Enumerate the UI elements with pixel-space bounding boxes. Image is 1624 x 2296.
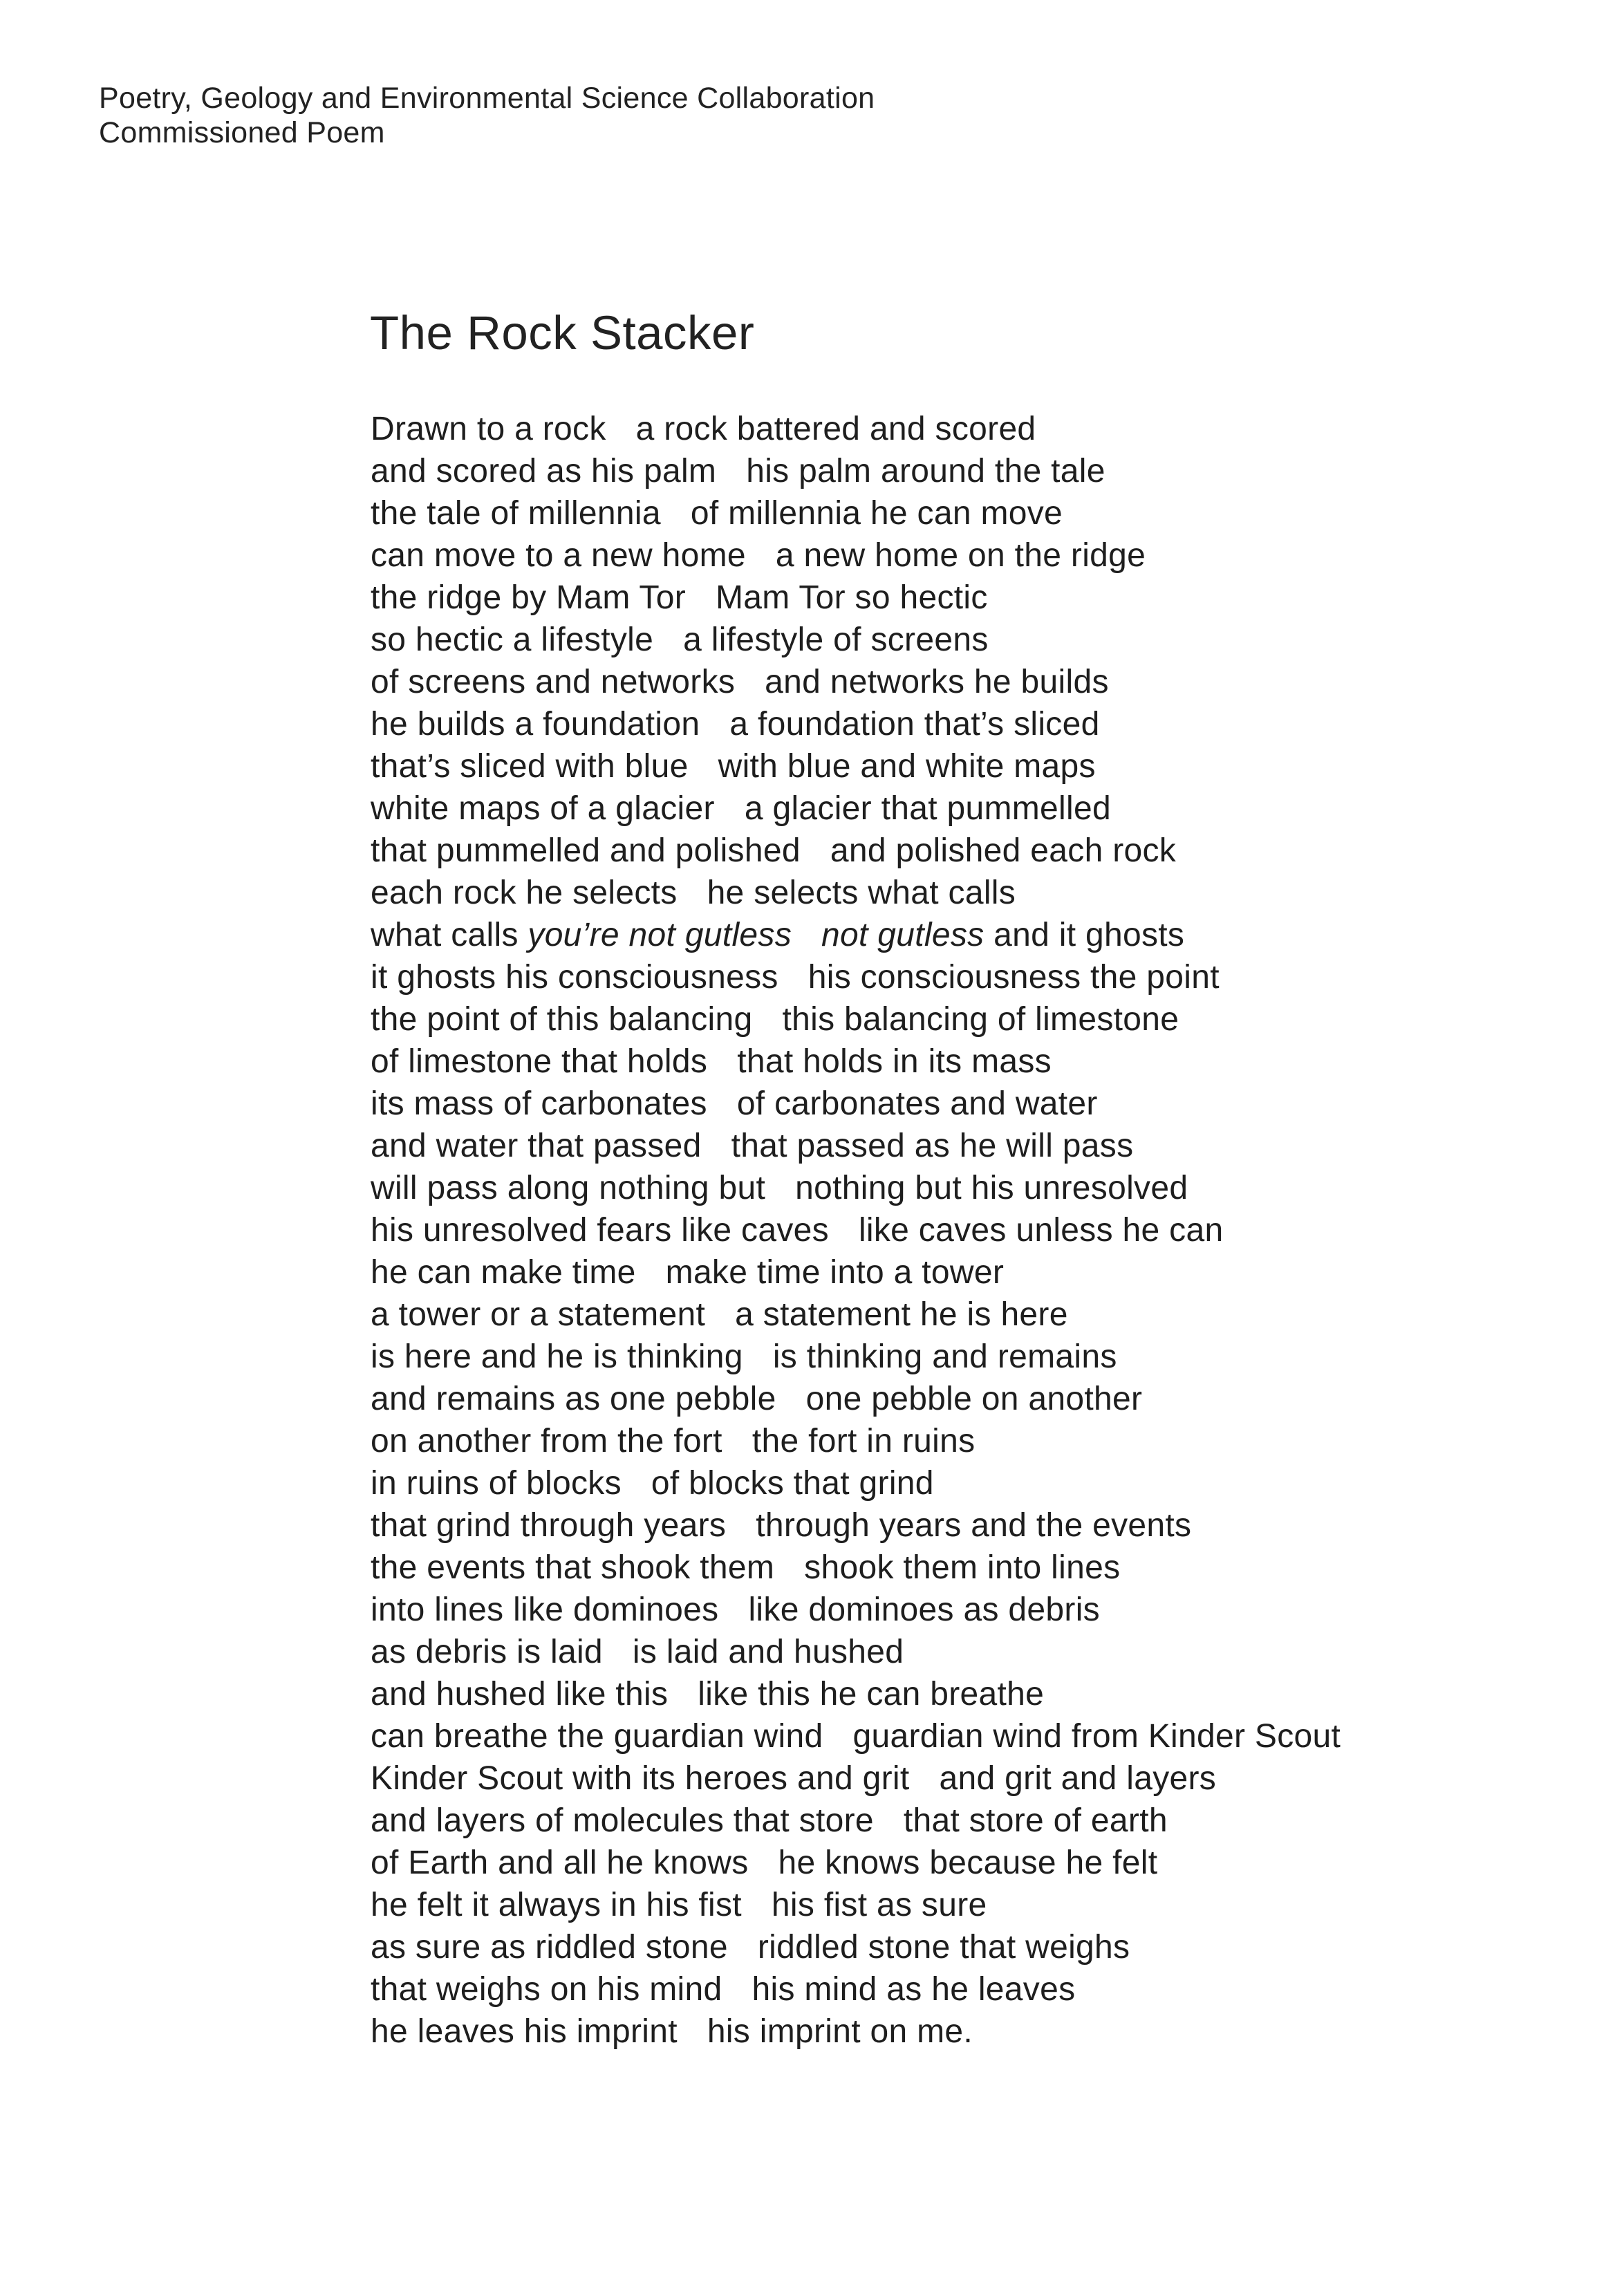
poem-text: will pass along nothing but — [371, 1170, 766, 1206]
poem-text: one pebble on another — [805, 1381, 1143, 1417]
poem-text: this balancing of limestone — [782, 1001, 1179, 1038]
poem-text: he selects what calls — [707, 875, 1016, 911]
poem-text-italic: not gutless — [821, 917, 984, 953]
poem-text: white maps of a glacier — [371, 790, 715, 827]
poem-text: as debris is laid — [371, 1634, 603, 1670]
poem-text: its mass of carbonates — [371, 1085, 707, 1122]
poem-text: he builds a foundation — [371, 706, 700, 743]
poem-line — [371, 1504, 1341, 1547]
poem-text: and remains as one pebble — [371, 1381, 776, 1417]
poem-line — [371, 661, 1341, 703]
poem-line — [371, 830, 1341, 872]
poem-text: a foundation that’s sliced — [729, 706, 1100, 743]
header-line-2: Commissioned Poem — [99, 116, 385, 149]
poem-line — [371, 1125, 1341, 1167]
poem-line — [371, 1800, 1341, 1842]
poem-text: like dominoes as debris — [748, 1592, 1100, 1628]
poem-text: that store of earth — [903, 1802, 1168, 1839]
poem-text: nothing but his unresolved — [795, 1170, 1188, 1206]
poem-text: each rock he selects — [371, 875, 678, 911]
poem-text: is here and he is thinking — [371, 1338, 743, 1375]
poem-text: and water that passed — [371, 1128, 702, 1164]
poem-line — [371, 1294, 1341, 1336]
poem-line — [371, 492, 1341, 534]
poem-text: into lines like dominoes — [371, 1592, 719, 1628]
poem-text: that passed as he will pass — [731, 1128, 1134, 1164]
poem-text: a statement he is here — [735, 1296, 1068, 1333]
poem-text: that pummelled and polished — [371, 832, 801, 869]
poem-line — [371, 914, 1341, 956]
poem-line — [371, 872, 1341, 914]
poem-line — [371, 619, 1341, 661]
poem-body — [371, 408, 1341, 2053]
poem-line — [371, 1209, 1341, 1251]
poem-text: guardian wind from Kinder Scout — [852, 1718, 1341, 1755]
poem-text: he can make time — [371, 1254, 636, 1291]
poem-text: on another from the fort — [371, 1423, 722, 1459]
header-line-1: Poetry, Geology and Environmental Science Collaboration — [99, 82, 875, 115]
poem-text: his imprint on me. — [707, 2013, 973, 2050]
poem-line — [371, 1336, 1341, 1378]
poem-line — [371, 998, 1341, 1040]
poem-text: and hushed like this — [371, 1676, 669, 1712]
poem-text: and grit and layers — [939, 1760, 1217, 1797]
poem-text: Mam Tor so hectic — [715, 579, 988, 616]
poem-line — [371, 1715, 1341, 1757]
poem-text: of millennia he can move — [690, 495, 1063, 532]
poem-line — [371, 1547, 1341, 1589]
poem-text: of Earth and all he knows — [371, 1845, 749, 1881]
poem-text: is laid and hushed — [632, 1634, 904, 1670]
poem-text: and layers of molecules that store — [371, 1802, 874, 1839]
poem-text: a lifestyle of screens — [683, 622, 989, 658]
poem-text: Drawn to a rock — [371, 411, 606, 447]
poem-line — [371, 1589, 1341, 1631]
poem-text: the point of this balancing — [371, 1001, 753, 1038]
poem-line — [371, 1673, 1341, 1715]
poem-text: is thinking and remains — [772, 1338, 1117, 1375]
poem-text: shook them into lines — [804, 1549, 1121, 1586]
poem-text: so hectic a lifestyle — [371, 622, 654, 658]
poem-text: a tower or a statement — [371, 1296, 706, 1333]
poem-text: his palm around the tale — [746, 453, 1105, 489]
poem-text: in ruins of blocks — [371, 1465, 622, 1502]
poem-text: like caves unless he can — [858, 1212, 1224, 1249]
poem-line — [371, 1842, 1341, 1884]
poem-line — [371, 1926, 1341, 1968]
poem-text: his unresolved fears like caves — [371, 1212, 829, 1249]
poem-line — [371, 534, 1341, 577]
poem-line — [371, 1378, 1341, 1420]
poem-text: that holds in its mass — [737, 1043, 1052, 1080]
poem-line — [371, 787, 1341, 830]
poem-text: as sure as riddled stone — [371, 1929, 728, 1966]
poem-text: that’s sliced with blue — [371, 748, 689, 785]
poem-line — [371, 1420, 1341, 1462]
poem-text: like this he can breathe — [698, 1676, 1045, 1712]
poem-line — [371, 1968, 1341, 2010]
poem-line — [371, 1251, 1341, 1294]
poem-text: can breathe the guardian wind — [371, 1718, 823, 1755]
poem-text: a rock battered and scored — [635, 411, 1036, 447]
poem-line — [371, 408, 1341, 450]
poem-line — [371, 1040, 1341, 1083]
poem-line — [371, 2010, 1341, 2053]
poem-text: the ridge by Mam Tor — [371, 579, 686, 616]
document-header — [99, 81, 875, 150]
poem-text: make time into a tower — [665, 1254, 1005, 1291]
poem-text: of carbonates and water — [736, 1085, 1098, 1122]
poem-text: a new home on the ridge — [775, 537, 1146, 574]
poem-line — [371, 1083, 1341, 1125]
poem-text: that grind through years — [371, 1507, 727, 1544]
poem-text: his mind as he leaves — [752, 1971, 1076, 2008]
poem-line — [371, 1884, 1341, 1926]
poem-text: and networks he builds — [765, 664, 1109, 700]
poem-text: a glacier that pummelled — [744, 790, 1111, 827]
poem-line — [371, 956, 1341, 998]
poem-text: and polished each rock — [830, 832, 1177, 869]
poem-text: the fort in ruins — [752, 1423, 976, 1459]
poem-text: of blocks that grind — [651, 1465, 934, 1502]
poem-title: The Rock Stacker — [370, 306, 755, 360]
poem-line — [371, 450, 1341, 492]
poem-text: the tale of millennia — [371, 495, 661, 532]
poem-text: Kinder Scout with its heroes and grit — [371, 1760, 910, 1797]
poem-text: that weighs on his mind — [371, 1971, 722, 2008]
poem-text: his fist as sure — [771, 1887, 987, 1923]
poem-text: can move to a new home — [371, 537, 746, 574]
poem-line — [371, 1757, 1341, 1800]
poem-text: he leaves his imprint — [371, 2013, 678, 2050]
poem-text: the events that shook them — [371, 1549, 775, 1586]
poem-line — [371, 1631, 1341, 1673]
poem-text: what calls — [371, 917, 528, 953]
poem-text: of screens and networks — [371, 664, 736, 700]
poem-text: and scored as his palm — [371, 453, 717, 489]
poem-text: and it ghosts — [984, 917, 1185, 953]
poem-line — [371, 745, 1341, 787]
poem-line — [371, 1167, 1341, 1209]
poem-text-italic: you’re not gutless — [528, 917, 792, 953]
poem-text: it ghosts his consciousness — [371, 959, 778, 996]
poem-text: his consciousness the point — [808, 959, 1220, 996]
poem-text: with blue and white maps — [718, 748, 1096, 785]
poem-line — [371, 703, 1341, 745]
poem-line — [371, 1462, 1341, 1504]
poem-line — [371, 577, 1341, 619]
poem-text: of limestone that holds — [371, 1043, 708, 1080]
poem-text: he knows because he felt — [778, 1845, 1158, 1881]
poem-text: riddled stone that weighs — [757, 1929, 1130, 1966]
poem-text: through years and the events — [756, 1507, 1192, 1544]
poem-text: he felt it always in his fist — [371, 1887, 742, 1923]
